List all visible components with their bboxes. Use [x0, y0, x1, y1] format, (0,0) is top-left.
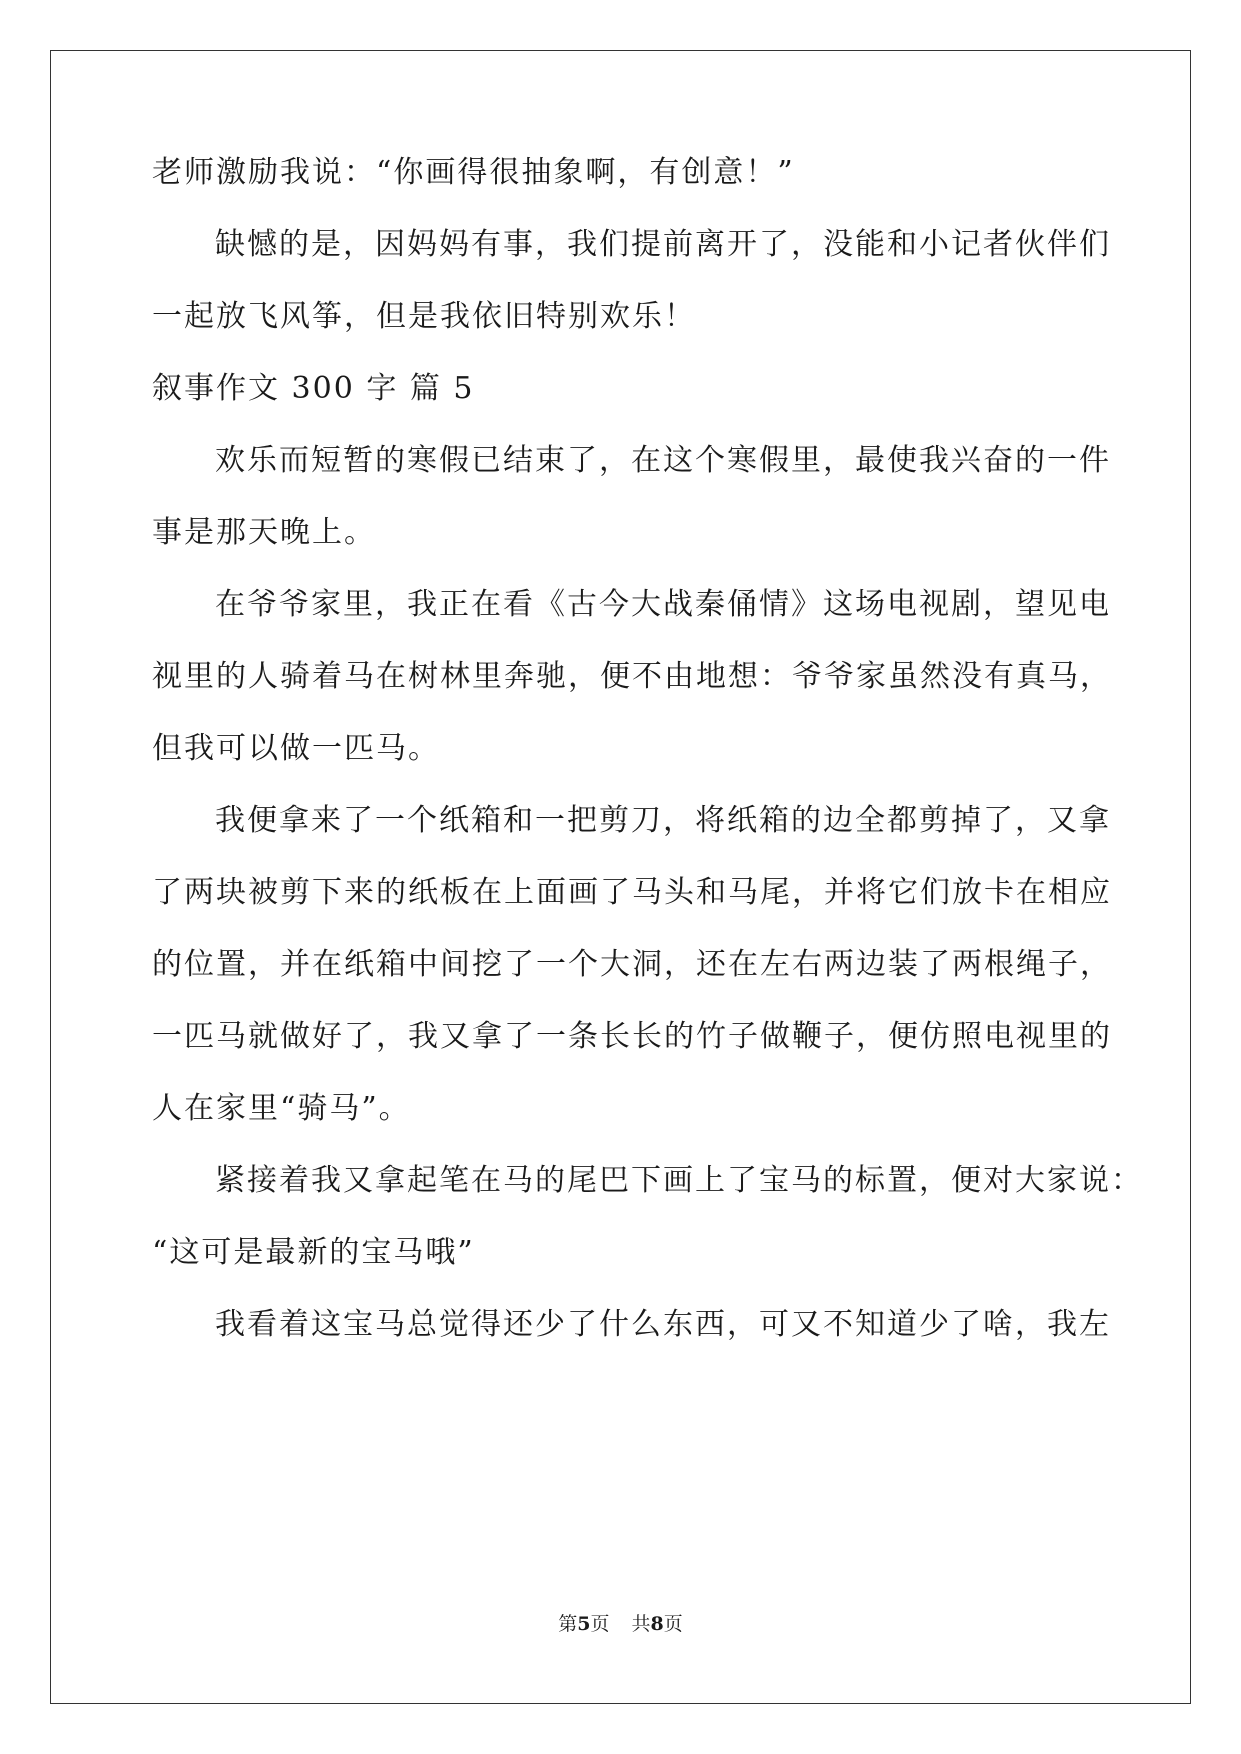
text-line: 我看着这宝马总觉得还少了什么东西，可又不知道少了啥，我左 [215, 1307, 1111, 1342]
text-line: 一匹马就做好了，我又拿了一条长长的竹子做鞭子，便仿照电视里的 [152, 1019, 1112, 1054]
text-line: 紧接着我又拿起笔在马的尾巴下画上了宝马的标置，便对大家说： [215, 1163, 1143, 1198]
total-suffix: 页 [663, 1613, 683, 1635]
text-line: 在爷爷家里，我正在看《古今大战秦俑情》这场电视剧，望见电 [215, 587, 1111, 622]
total-prefix: 共 [631, 1613, 651, 1635]
text-line: 一起放飞风筝，但是我依旧特别欢乐！ [152, 299, 696, 334]
current-page-number: 5 [577, 1613, 591, 1635]
text-line: 缺憾的是，因妈妈有事，我们提前离开了，没能和小记者伙伴们 [215, 227, 1111, 262]
page-prefix: 第 [558, 1613, 578, 1635]
text-line: 老师激励我说：“你画得很抽象啊，有创意！” [152, 155, 795, 190]
text-line: 事是那天晚上。 [152, 515, 376, 550]
page-footer [0, 1612, 1241, 1636]
text-line: 我便拿来了一个纸箱和一把剪刀，将纸箱的边全都剪掉了，又拿 [215, 803, 1111, 838]
text-line: 了两块被剪下来的纸板在上面画了马头和马尾，并将它们放卡在相应 [152, 875, 1112, 910]
page-suffix: 页 [590, 1613, 610, 1635]
text-line: 的位置，并在纸箱中间挖了一个大洞，还在左右两边装了两根绳子， [152, 947, 1112, 982]
total-page-number: 8 [650, 1613, 664, 1635]
text-line: “这可是最新的宝马哦” [152, 1235, 475, 1270]
text-line: 视里的人骑着马在树林里奔驰，便不由地想：爷爷家虽然没有真马， [152, 659, 1112, 694]
text-line: 欢乐而短暂的寒假已结束了，在这个寒假里，最使我兴奋的一件 [215, 443, 1111, 478]
text-line: 但我可以做一匹马。 [152, 731, 440, 766]
section-heading: 叙事作文 300 字 篇 5 [152, 371, 475, 406]
text-line: 人在家里“骑马”。 [152, 1091, 411, 1126]
